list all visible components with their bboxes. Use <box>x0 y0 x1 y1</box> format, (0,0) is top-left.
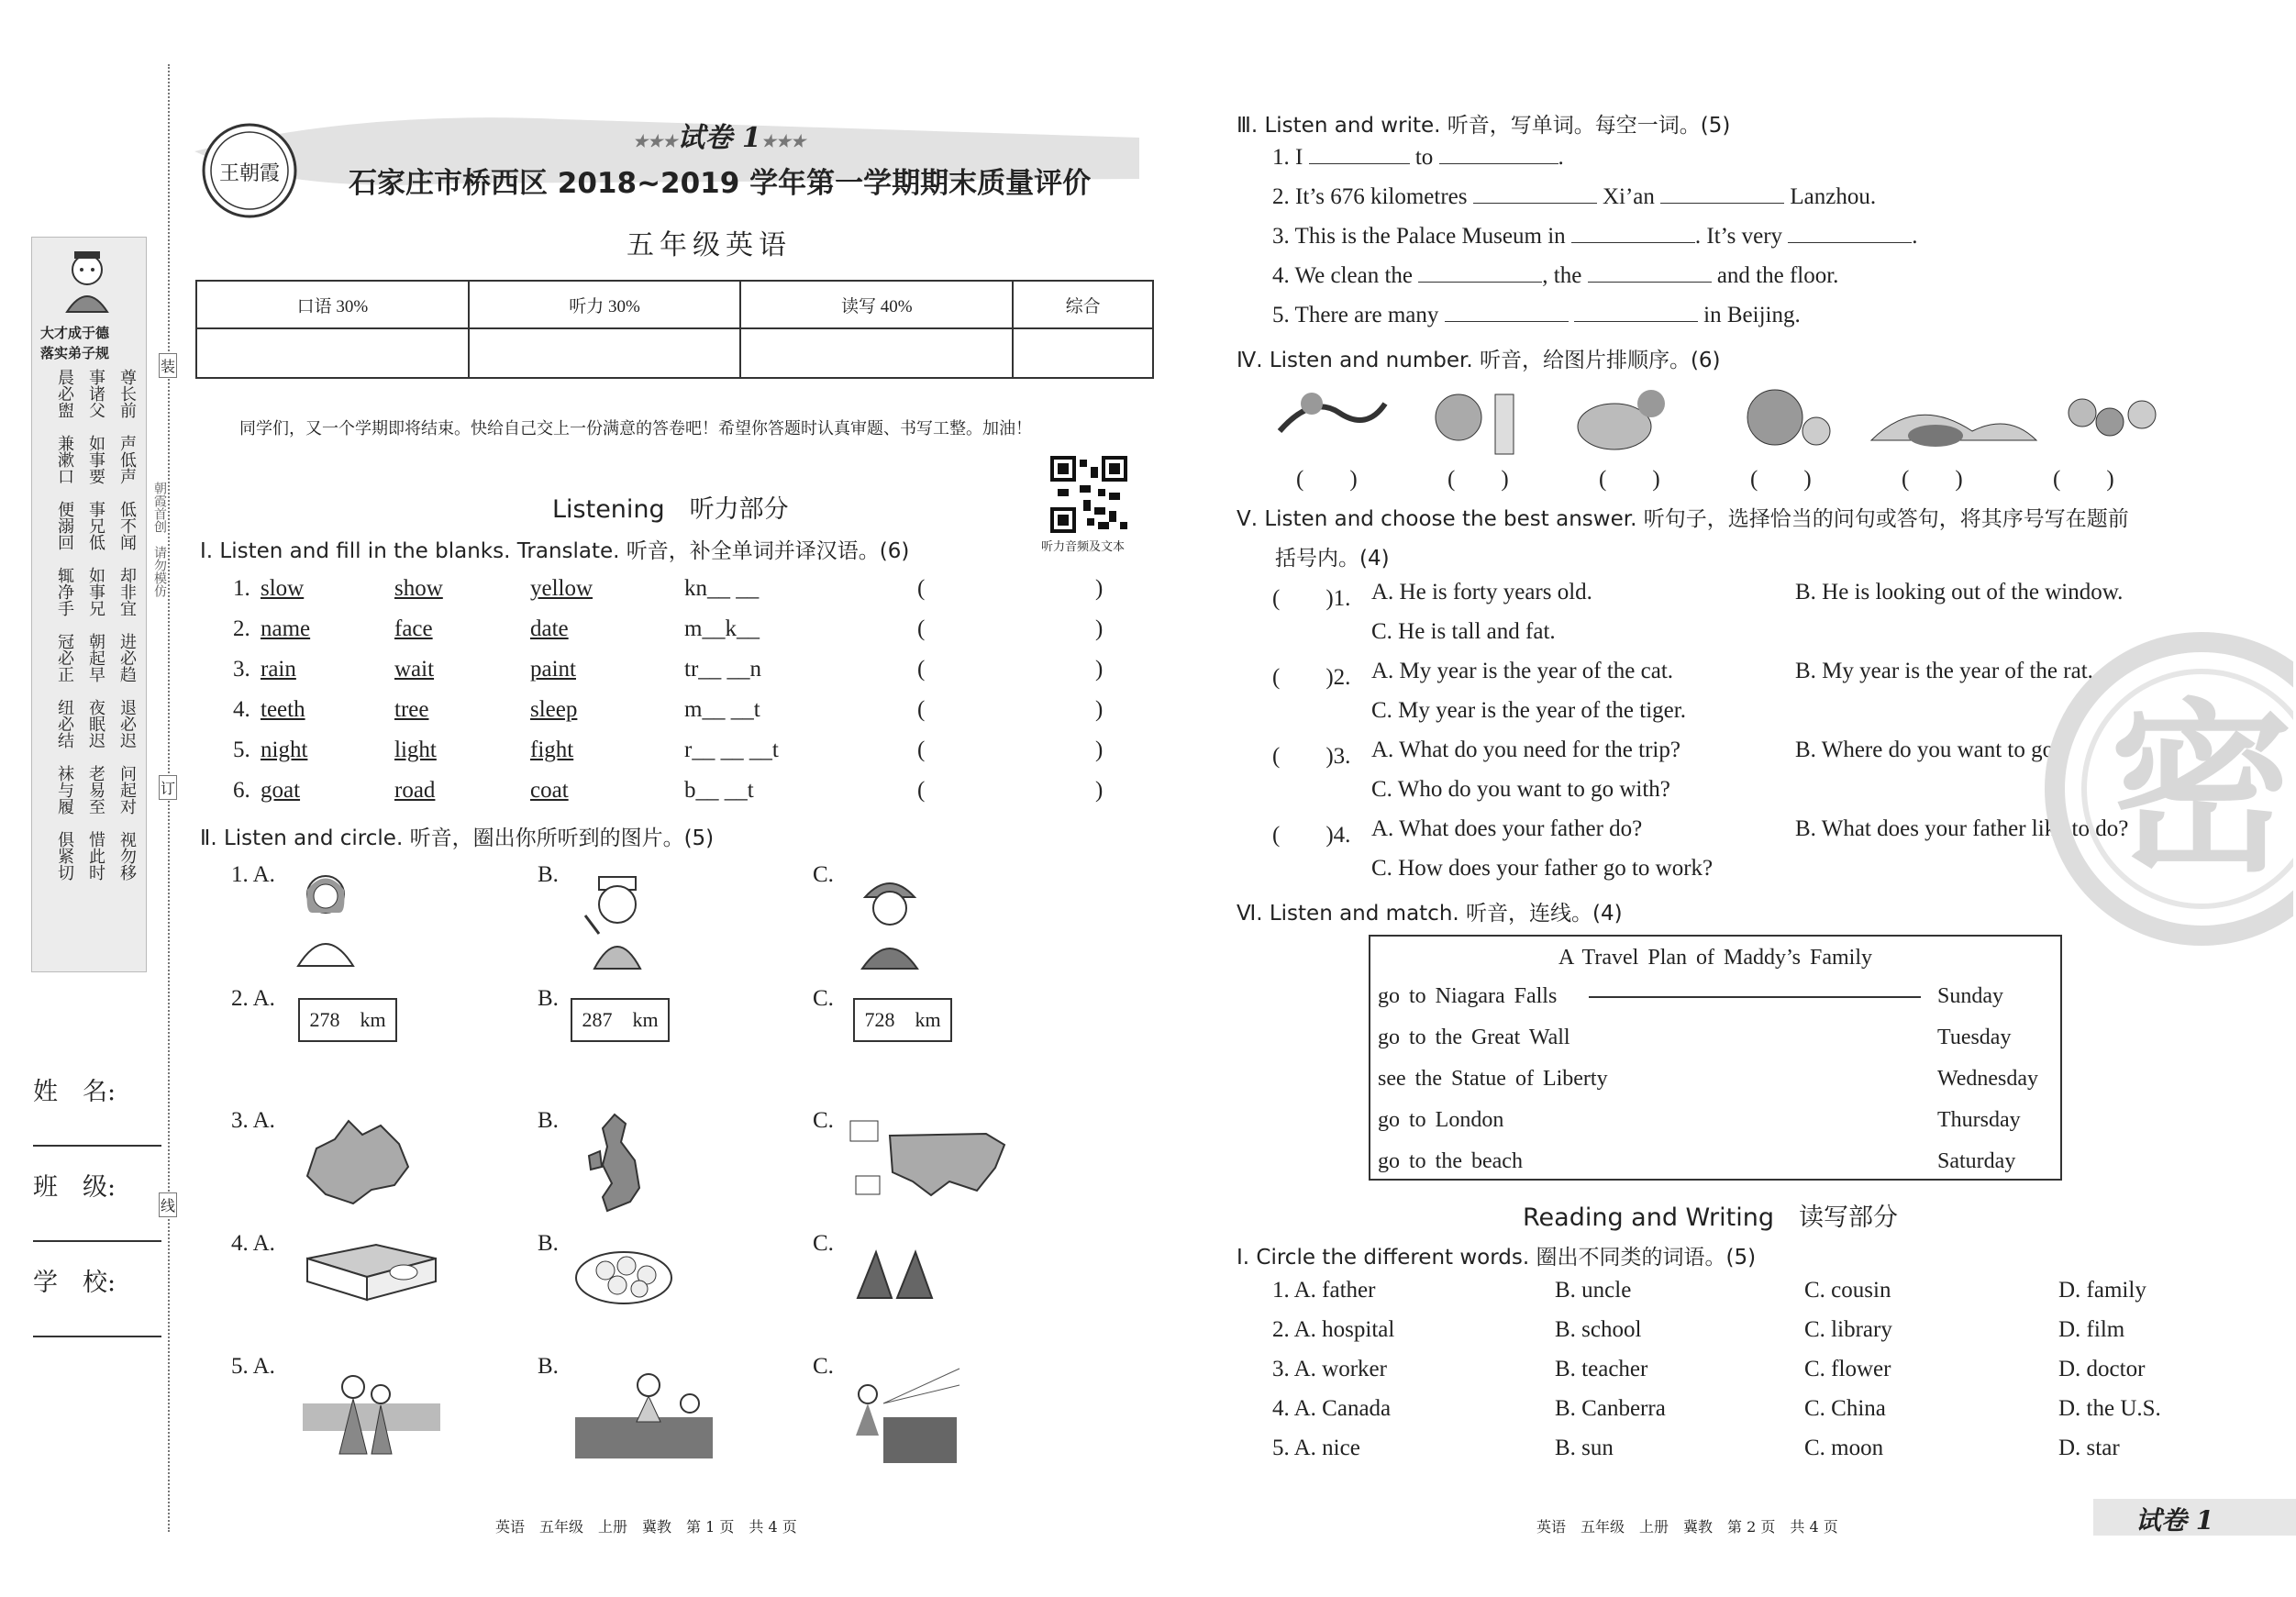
text: , the <box>1542 263 1582 288</box>
rule: 事诸父 <box>86 369 105 418</box>
paren-right: ) <box>1095 576 1104 601</box>
planting-trees-icon[interactable] <box>571 1367 717 1463</box>
section-2-title: Ⅱ. Listen and circle. 听音，圈出你所听到的图片。(5) <box>200 826 715 850</box>
text: Xi’an <box>1602 184 1655 209</box>
word-blank[interactable]: b__ __t <box>684 778 754 803</box>
s3-line-1 <box>1272 145 1564 171</box>
order-paren-3[interactable]: ( ) <box>1599 467 1660 492</box>
text: 4. We clean the <box>1272 263 1414 288</box>
rule: 便溺回 <box>55 501 74 550</box>
paren-right: ) <box>1095 616 1104 641</box>
option-c: C. Who do you want to go with? <box>1371 777 1670 802</box>
word-b: wait <box>394 657 435 682</box>
word-a: slow <box>261 576 305 601</box>
publisher-logo <box>200 121 299 220</box>
s2-q3-label-a: 3. A. <box>231 1108 275 1133</box>
text: and the floor. <box>1716 263 1839 288</box>
animals-picture[interactable] <box>1578 390 1665 449</box>
choice-a[interactable]: 1. A. father <box>1272 1278 1376 1303</box>
rule: 退必迟 <box>117 699 137 749</box>
row-num: 4. <box>233 697 250 722</box>
text: in Beijing. <box>1703 303 1801 327</box>
rule: 惜此时 <box>86 831 105 881</box>
choice-c[interactable]: C. flower <box>1804 1357 1891 1381</box>
row-num: 5. <box>233 738 250 762</box>
section-4-title: Ⅳ. Listen and number. 听音，给图片排顺序。(6) <box>1237 349 1721 372</box>
reading-writing-title: Reading and Writing 读写部分 <box>1523 1203 1898 1232</box>
choice-b[interactable]: B. Canberra <box>1555 1396 1666 1421</box>
sidebar-motto-2: 落实弟子规 <box>40 345 110 361</box>
sidebar-rules <box>46 369 138 881</box>
rule: 冠必正 <box>55 633 74 682</box>
choice-b[interactable]: B. school <box>1555 1317 1642 1342</box>
activity-1[interactable]: go to Niagara Falls <box>1378 984 1558 1008</box>
paren-left: ( <box>917 697 926 722</box>
answer-paren[interactable]: ( )2. <box>1272 665 1351 690</box>
choice-a[interactable]: 3. A. worker <box>1272 1357 1387 1381</box>
text: 5. There are many <box>1272 303 1439 327</box>
choice-b[interactable]: B. teacher <box>1555 1357 1648 1381</box>
word-a: teeth <box>261 697 305 722</box>
seal-char: 密 <box>2109 683 2293 897</box>
s2-q2-label-b: B. <box>538 986 559 1011</box>
order-paren-5[interactable]: ( ) <box>1902 467 1963 492</box>
word-c: coat <box>530 778 569 803</box>
dumplings-plate-icon[interactable] <box>573 1243 674 1307</box>
paren-left: ( <box>917 657 926 682</box>
word-a: goat <box>261 778 301 803</box>
paper-tag: ★★★试卷 1★★★ <box>633 122 806 154</box>
paren-left: ( <box>917 616 926 641</box>
score-cell[interactable] <box>1013 328 1153 378</box>
word-a: rain <box>261 657 296 682</box>
option-c: C. How does your father go to work? <box>1371 856 1714 881</box>
s1-row-1 <box>233 576 1114 605</box>
school-label: 学 校: <box>33 1269 116 1297</box>
s2-q4-label-a: 4. A. <box>231 1231 275 1256</box>
option-b: B. What does your father like to do? <box>1795 816 2129 841</box>
word-b: light <box>394 738 437 762</box>
word-b: face <box>394 616 433 641</box>
r1-row-4 <box>1272 1396 2190 1425</box>
blank[interactable] <box>1418 282 1542 283</box>
cartoon-scholar-icon <box>50 240 124 314</box>
s2-q4-label-c: C. <box>813 1231 834 1256</box>
s1-row-2 <box>233 616 1114 646</box>
travel-plan-title: A Travel Plan of Maddy’s Family <box>1558 946 1873 970</box>
worker-icon[interactable] <box>849 870 931 970</box>
intro-text: 同学们，又一个学期即将结束。快给自己交上一份满意的答卷吧！希望你答题时认真审题、书写工整。加油！ <box>239 419 1032 438</box>
mooncake-box-icon[interactable] <box>303 1240 440 1304</box>
word-blank[interactable]: tr__ __n <box>684 657 762 682</box>
choice-c[interactable]: C. library <box>1804 1317 1892 1342</box>
section-1-title: Ⅰ. Listen and fill in the blanks. Translate. 听音，补全单词并译汉语。(6) <box>200 539 910 563</box>
blank[interactable] <box>1588 282 1712 283</box>
canada-map-icon[interactable] <box>298 1112 417 1213</box>
blank[interactable] <box>1439 163 1558 164</box>
blank[interactable] <box>1660 203 1784 204</box>
rule: 朝起早 <box>86 633 105 682</box>
blank[interactable] <box>1571 242 1695 243</box>
reading-section-1-title: Ⅰ. Circle the different words. 圈出不同类的词语。(5) <box>1237 1246 1757 1270</box>
fold-note: 朝霞首创 请勿模仿 <box>152 482 167 597</box>
choice-d[interactable]: D. star <box>2058 1436 2120 1460</box>
rule: 问起对 <box>117 765 137 815</box>
activity-2[interactable]: go to the Great Wall <box>1378 1026 1570 1049</box>
choice-d[interactable]: D. doctor <box>2058 1357 2146 1381</box>
landscape-picture[interactable] <box>1871 415 2036 447</box>
text: 2. It’s 676 kilometres <box>1272 184 1468 209</box>
rule: 纽必结 <box>55 699 74 749</box>
text: Lanzhou. <box>1790 184 1877 209</box>
option-b: B. He is looking out of the window. <box>1795 580 2124 604</box>
km-box-b[interactable]: 287 km <box>571 998 670 1042</box>
text: 1. I <box>1272 145 1303 170</box>
word-b: tree <box>394 697 429 722</box>
choice-c[interactable]: C. cousin <box>1804 1278 1891 1303</box>
monster-picture[interactable] <box>1747 390 1830 445</box>
rule: 老易至 <box>86 765 105 815</box>
s3-line-5 <box>1272 303 1801 328</box>
paren-right: ) <box>1095 697 1104 722</box>
score-header-listening: 听力 30% <box>469 281 741 328</box>
word-b: road <box>394 778 436 803</box>
option-b: B. Where do you want to go? <box>1795 738 2065 762</box>
word-blank[interactable]: m__k__ <box>684 616 760 641</box>
text: . It’s very <box>1694 224 1783 249</box>
choice-a[interactable]: 5. A. nice <box>1272 1436 1360 1460</box>
blank[interactable] <box>1309 163 1410 164</box>
usa-map-icon[interactable] <box>849 1117 1009 1209</box>
s1-row-4 <box>233 697 1114 726</box>
s2-q1-label-c: C. <box>813 862 834 887</box>
dragon-picture[interactable] <box>1280 393 1385 431</box>
answer-paren[interactable]: ( )4. <box>1272 823 1351 848</box>
footer-left: 英语 五年级 上册 冀教 第 1 页 共 4 页 <box>495 1518 797 1536</box>
r1-row-5 <box>1272 1436 2190 1465</box>
word-c: date <box>530 616 569 641</box>
name-label: 姓 名: <box>33 1078 116 1106</box>
word-a: name <box>261 616 311 641</box>
group-picture[interactable] <box>2069 399 2156 436</box>
choice-d[interactable]: D. family <box>2058 1278 2146 1303</box>
activity-5[interactable]: go to the beach <box>1378 1149 1523 1173</box>
zongzi-icon[interactable] <box>853 1248 936 1303</box>
svg-text:王朝霞: 王朝霞 <box>218 162 281 185</box>
score-cell[interactable] <box>740 328 1013 378</box>
rule: 进必趋 <box>117 633 137 682</box>
word-c: yellow <box>530 576 593 601</box>
word-b: show <box>394 576 443 601</box>
word-c: paint <box>530 657 576 682</box>
sidebar-motto-1: 大才成于德 <box>40 325 110 341</box>
s2-q5-label-c: C. <box>813 1354 834 1379</box>
s2-q3-label-c: C. <box>813 1108 834 1133</box>
rule: 袜与履 <box>55 765 74 815</box>
order-paren-4[interactable]: ( ) <box>1750 467 1812 492</box>
subject-title: 五年级英语 <box>627 229 792 261</box>
blank[interactable] <box>1445 321 1569 322</box>
rule: 辄净手 <box>55 567 74 616</box>
woman-doctor-icon[interactable] <box>289 867 362 968</box>
fold-mark-3: 线 <box>159 1192 177 1217</box>
travel-plan-table <box>1369 935 2062 1181</box>
r1-row-3 <box>1272 1357 2190 1386</box>
paren-right: ) <box>1095 778 1104 803</box>
nurse-icon[interactable] <box>576 870 659 970</box>
score-cell[interactable] <box>469 328 741 378</box>
row-num: 3. <box>233 657 250 682</box>
field-trip-icon[interactable] <box>851 1367 961 1468</box>
rule: 晨必盥 <box>55 369 74 418</box>
paren-left: ( <box>917 738 926 762</box>
rule: 视勿移 <box>117 831 137 881</box>
choice-a[interactable]: 2. A. hospital <box>1272 1317 1395 1342</box>
lion-dance-picture[interactable] <box>1436 394 1514 454</box>
option-a: A. He is forty years old. <box>1371 580 1592 604</box>
row-num: 1. <box>233 576 250 601</box>
school-field[interactable] <box>33 1262 161 1337</box>
match-line <box>1589 996 1921 998</box>
s2-q1-label-b: B. <box>538 862 559 887</box>
word-a: night <box>261 738 308 762</box>
rule: 事兄低 <box>86 501 105 550</box>
footer-right: 英语 五年级 上册 冀教 第 2 页 共 4 页 <box>1536 1518 1838 1536</box>
day-3[interactable]: Wednesday <box>1937 1067 2039 1091</box>
score-header-total: 综合 <box>1013 281 1153 328</box>
blank[interactable] <box>1473 203 1597 204</box>
s4-pictures <box>1275 376 2174 459</box>
paren-left: ( <box>917 576 926 601</box>
order-paren-2[interactable]: ( ) <box>1447 467 1509 492</box>
km-box-a[interactable]: 278 km <box>298 998 397 1042</box>
word-c: fight <box>530 738 574 762</box>
rule: 如事要 <box>86 435 105 484</box>
word-blank[interactable]: m__ __t <box>684 697 760 722</box>
section-5-title: Ⅴ. Listen and choose the best answer. 听句子，选择恰当的问句或答句，将其序号写在题前 <box>1237 507 2129 531</box>
km-box-c[interactable]: 728 km <box>853 998 952 1042</box>
blank[interactable] <box>1574 321 1698 322</box>
rule: 俱紧切 <box>55 831 74 881</box>
choice-c[interactable]: C. China <box>1804 1396 1886 1421</box>
answer-paren[interactable]: ( )3. <box>1272 744 1351 769</box>
paper-tag-text: 试卷 1 <box>677 122 761 154</box>
choice-a[interactable]: 4. A. Canada <box>1272 1396 1392 1421</box>
day-2[interactable]: Tuesday <box>1937 1026 2012 1049</box>
footer-tag: 试卷 1 <box>2135 1505 2214 1536</box>
fold-mark-1: 装 <box>159 353 177 378</box>
choice-b[interactable]: B. sun <box>1555 1436 1614 1460</box>
exam-title: 石家庄市桥西区 2018~2019 学年第一学期期末质量评价 <box>349 167 1092 200</box>
choice-c[interactable]: C. moon <box>1804 1436 1884 1460</box>
r1-row-2 <box>1272 1317 2190 1347</box>
paren-right: ) <box>1095 657 1104 682</box>
choice-d[interactable]: D. film <box>2058 1317 2125 1342</box>
s2-q1-label-a: 1. A. <box>231 862 275 887</box>
text: . <box>1912 224 1918 249</box>
word-blank[interactable]: r__ __ __t <box>684 738 779 762</box>
day-5[interactable]: Saturday <box>1937 1149 2016 1173</box>
row-num: 2. <box>233 616 250 641</box>
s1-row-6 <box>233 778 1114 807</box>
score-table <box>195 280 1154 379</box>
listening-title: Listening 听力部分 <box>552 495 789 524</box>
fold-mark-2: 订 <box>159 775 177 800</box>
option-a: A. My year is the year of the cat. <box>1371 659 1674 683</box>
paren-left: ( <box>917 778 926 803</box>
text: 3. This is the Palace Museum in <box>1272 224 1566 249</box>
qr-caption: 听力音频及文本 <box>1041 540 1126 554</box>
blank[interactable] <box>1788 242 1912 243</box>
section-6-title: Ⅵ. Listen and match. 听音，连线。(4) <box>1237 902 1623 926</box>
s3-line-2 <box>1272 184 1876 210</box>
rule: 低不闻 <box>117 501 137 550</box>
paren-right: ) <box>1095 738 1104 762</box>
children-playing-icon[interactable] <box>298 1367 445 1458</box>
r1-row-1 <box>1272 1278 2190 1307</box>
word-blank[interactable]: kn__ __ <box>684 576 760 601</box>
day-4[interactable]: Thursday <box>1937 1108 2021 1132</box>
choice-d[interactable]: D. the U.S. <box>2058 1396 2161 1421</box>
score-header-oral: 口语 30% <box>196 281 469 328</box>
rule: 声低声 <box>117 435 137 484</box>
s2-q3-label-b: B. <box>538 1108 559 1133</box>
option-a: A. What does your father do? <box>1371 816 1643 841</box>
rule: 尊长前 <box>117 369 137 418</box>
s2-q5-label-b: B. <box>538 1354 559 1379</box>
order-paren-1[interactable]: ( ) <box>1296 467 1358 492</box>
option-b: B. My year is the year of the rat. <box>1795 659 2093 683</box>
s2-q5-label-a: 5. A. <box>231 1354 275 1379</box>
option-a: A. What do you need for the trip? <box>1371 738 1680 762</box>
s2-q2-label-c: C. <box>813 986 834 1011</box>
choice-b[interactable]: B. uncle <box>1555 1278 1632 1303</box>
s2-q2-label-a: 2. A. <box>231 986 275 1011</box>
row-num: 6. <box>233 778 250 803</box>
answer-paren[interactable]: ( )1. <box>1272 586 1351 611</box>
score-cell[interactable] <box>196 328 469 378</box>
s3-line-3 <box>1272 224 1918 250</box>
day-1[interactable]: Sunday <box>1937 984 2003 1008</box>
name-field[interactable] <box>33 1071 161 1147</box>
rule: 兼漱口 <box>55 435 74 484</box>
score-header-reading: 读写 40% <box>740 281 1013 328</box>
activity-4[interactable]: go to London <box>1378 1108 1504 1132</box>
activity-3[interactable]: see the Statue of Liberty <box>1378 1067 1608 1091</box>
order-paren-6[interactable]: ( ) <box>2053 467 2114 492</box>
uk-map-icon[interactable] <box>580 1110 653 1220</box>
s2-q4-label-b: B. <box>538 1231 559 1256</box>
rule: 如事兄 <box>86 567 105 616</box>
qr-code <box>1050 456 1127 533</box>
option-c: C. My year is the year of the tiger. <box>1371 698 1686 723</box>
confidential-seal <box>2018 624 2293 954</box>
section-5-title-cont: 括号内。(4) <box>1275 547 1390 571</box>
text: to <box>1414 145 1434 170</box>
word-c: sleep <box>530 697 578 722</box>
class-label: 班 级: <box>33 1173 116 1202</box>
section-3-title: Ⅲ. Listen and write. 听音，写单词。每空一词。(5) <box>1237 114 1731 138</box>
s1-row-5 <box>233 738 1114 767</box>
option-c: C. He is tall and fat. <box>1371 619 1556 644</box>
text: . <box>1558 145 1564 170</box>
s3-line-4 <box>1272 263 1838 289</box>
s1-row-3 <box>233 657 1114 686</box>
rule: 却非宜 <box>117 567 137 616</box>
rule: 夜眠迟 <box>86 699 105 749</box>
class-field[interactable] <box>33 1167 161 1242</box>
